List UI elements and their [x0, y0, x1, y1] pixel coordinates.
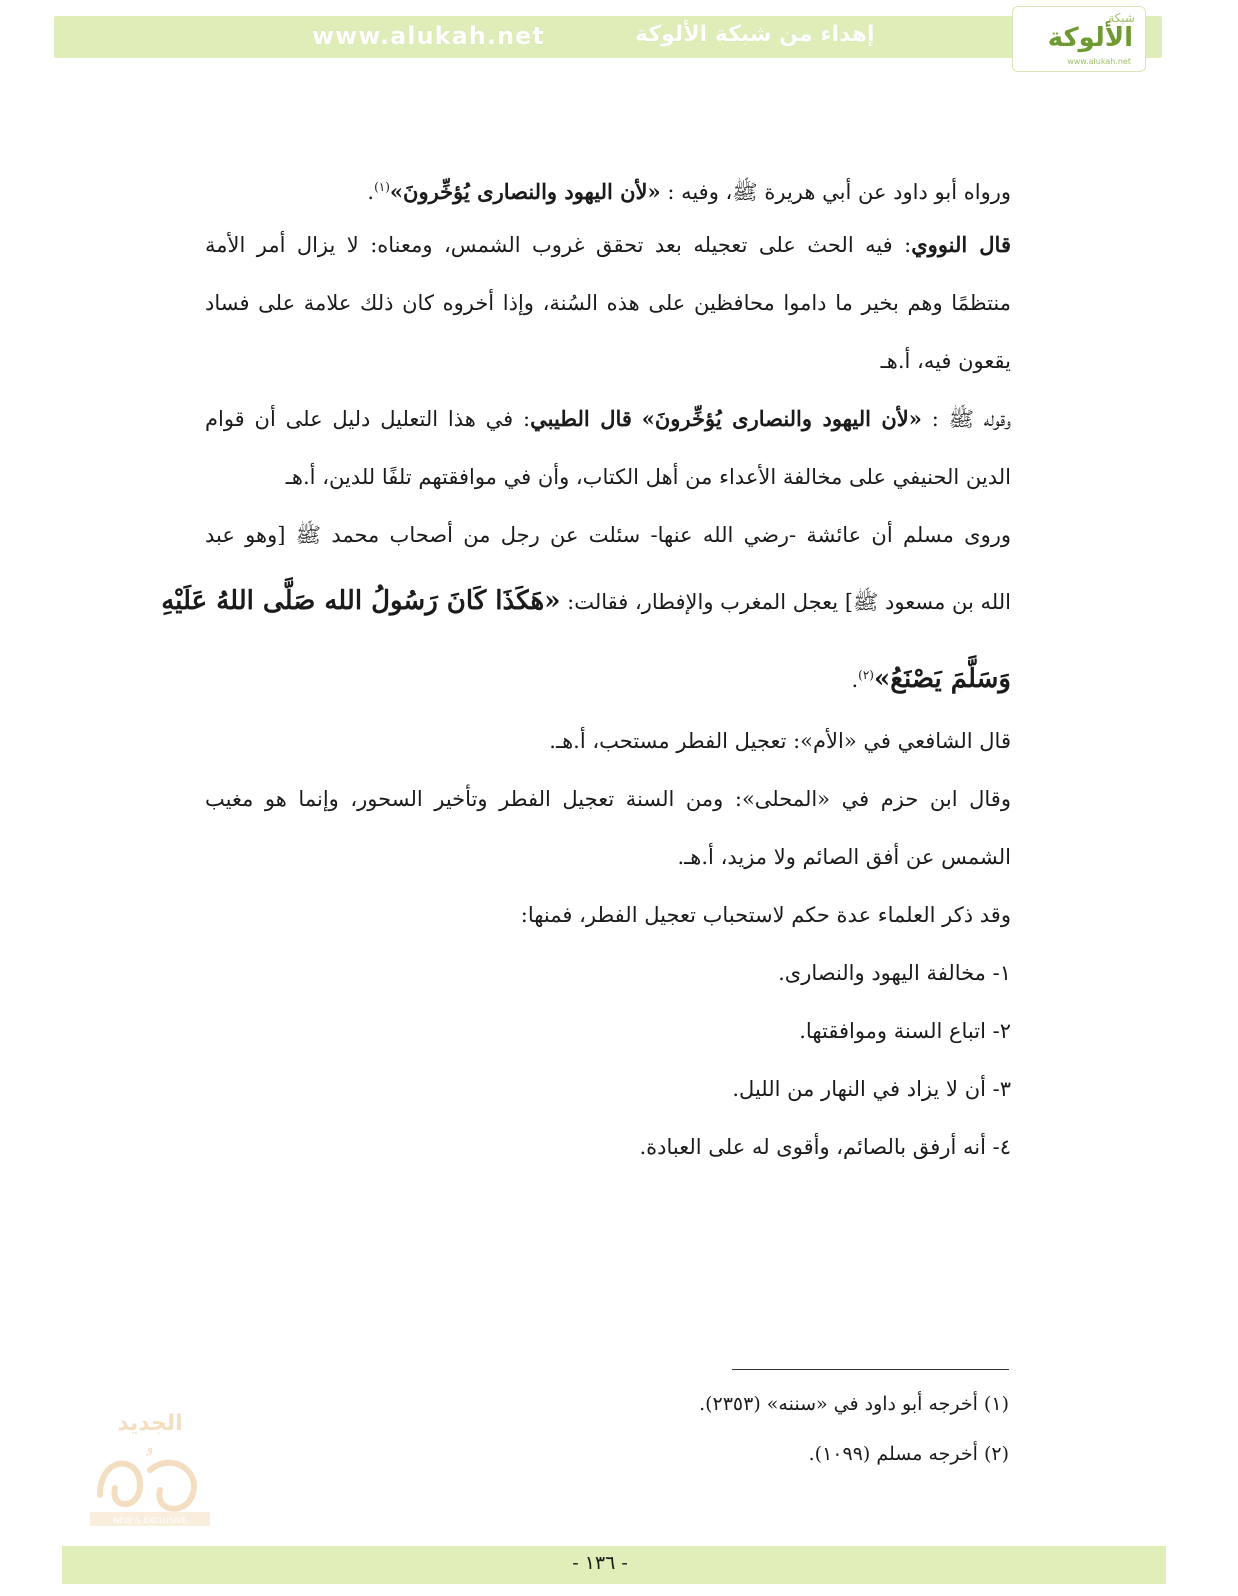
- header-title: إهداء من شبكة الألوكة: [635, 22, 875, 47]
- header-band: [54, 16, 1162, 58]
- list-item: ٤- أنه أرفق بالصائم، وأقوى له على العبادة.: [639, 1135, 1011, 1159]
- logo-top-text: شبكة: [1108, 11, 1135, 25]
- paragraph-line: [205, 638, 1011, 712]
- text-run: وقوله ﷺ :: [921, 407, 1011, 431]
- paragraph-line: قال الشافعي في «الأم»: تعجيل الفطر مستحب، أ.هـ.: [549, 729, 1011, 753]
- stamp-middle-text: و: [146, 1440, 154, 1456]
- footnote: (٢) أخرجه مسلم (١٠٩٩).: [808, 1443, 1009, 1465]
- list-item: ٢- اتباع السنة وموافقتها.: [799, 1019, 1011, 1043]
- hadith-quote: «لأن اليهود والنصارى يُؤخِّرونَ»: [389, 179, 661, 204]
- logo-main-text: الألوكة: [1047, 23, 1133, 53]
- paragraph-line: منتظمًا وهم بخير ما داموا محافظين على هذه السُنة، وإذا أخروه كان ذلك علامة على فساد: [205, 291, 1011, 315]
- alukah-logo: [1012, 6, 1146, 72]
- footnote-divider: [732, 1369, 1009, 1370]
- list-item: ٣- أن لا يزاد في النهار من الليل.: [732, 1077, 1011, 1101]
- hadith-quote: «لأن اليهود والنصارى يُؤخِّرونَ»: [641, 406, 922, 431]
- footnotes: [600, 1384, 1009, 1484]
- paragraph-line: وقال ابن حزم في «المحلى»: ومن السنة تعجيل الفطر وتأخير السحور، وإنما هو مغيب: [205, 787, 1011, 811]
- hadith-quote: وَسَلَّمَ يَصْنَعُ»: [873, 664, 1011, 694]
- footnote: (١) أخرجه أبو داود في «سننه» (٢٣٥٣).: [699, 1393, 1009, 1415]
- text-run: الله بن مسعود ﷺ] يعجل المغرب والإفطار، فقالت:: [560, 590, 1011, 614]
- text-run: ورواه أبو داود عن أبي هريرة ﷺ، وفيه :: [660, 180, 1011, 204]
- logo-sub-text: www.alukah.net: [1067, 57, 1131, 66]
- scholar-name: قال النووي: [911, 232, 1011, 257]
- scholar-name: قال الطيبي: [530, 406, 632, 431]
- paragraph-line: [205, 390, 1011, 448]
- page-body: [161, 158, 1011, 1176]
- text-run: : فيه الحث على تعجيله بعد تحقق غروب الشمس، ومعناه: لا يزال أمر الأمة: [205, 233, 912, 257]
- header-url: www.alukah.net: [312, 22, 545, 50]
- paragraph-line: يقعون فيه، أ.هـ: [880, 349, 1011, 373]
- paragraph-line: وروى مسلم أن عائشة -رضي الله عنها- سئلت عن رجل من أصحاب محمد ﷺ [وهو عبد: [205, 523, 1011, 547]
- text-run: .: [367, 180, 375, 204]
- text-run: [632, 407, 642, 431]
- paragraph-line: وقد ذكر العلماء عدة حكم لاستحباب تعجيل الفطر، فمنها:: [520, 903, 1011, 927]
- footnote-ref: (١): [374, 180, 390, 194]
- paragraph-line: [161, 564, 1011, 638]
- paragraph-line: الشمس عن أفق الصائم ولا مزيد، أ.هـ.: [677, 845, 1011, 869]
- new-exclusive-stamp-icon: [80, 1400, 220, 1530]
- hadith-quote: «هَكَذَا كَانَ رَسُولُ الله صَلَّى اللهُ عَلَيْهِ: [161, 586, 561, 616]
- stamp-top-text: الجديد: [117, 1411, 183, 1436]
- footnote-ref: (٢): [858, 668, 874, 682]
- stamp-bottom-text: NEW & EXCLUSIVE: [113, 1516, 187, 1525]
- paragraph-line: [205, 158, 1011, 216]
- paragraph-line: [205, 216, 1011, 274]
- list-item: ١- مخالفة اليهود والنصارى.: [778, 961, 1011, 985]
- text-run: .: [851, 668, 859, 692]
- paragraph-line: الدين الحنيفي على مخالفة الأعداء من أهل الكتاب، وأن في موافقتهم تلفًا للدين، أ.هـ: [285, 465, 1011, 489]
- page-number: - ١٣٦ -: [572, 1552, 628, 1574]
- text-run: : في هذا التعليل دليل على أن قوام: [205, 407, 531, 431]
